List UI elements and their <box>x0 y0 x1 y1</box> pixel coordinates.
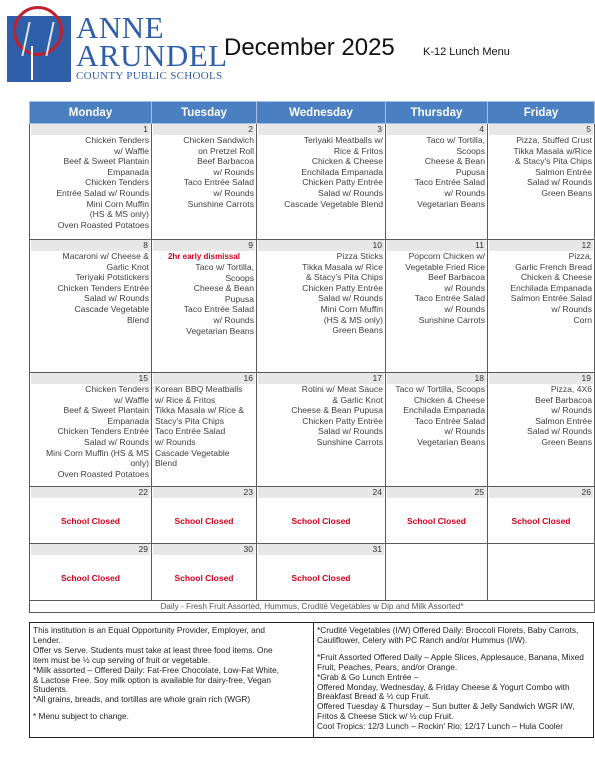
day-cell <box>30 124 152 240</box>
school-closed-label: School Closed <box>291 516 351 526</box>
menu-item: Cheese & Bean <box>424 156 485 167</box>
day-number: 9 <box>153 240 255 251</box>
menu-item: Chicken Patty Entrée <box>302 282 383 293</box>
menu-item: w/ Rounds <box>551 405 592 416</box>
weekday-header-row <box>30 102 595 124</box>
day-cell <box>257 544 386 601</box>
menu-item: Salad w/ Rounds <box>318 426 383 437</box>
menu-item: Teriyaki Potstickers <box>75 272 149 283</box>
menu-items <box>258 251 384 336</box>
day-number: 12 <box>489 240 593 251</box>
menu-item: Cheese & Bean <box>193 283 254 294</box>
menu-item: Vegetarian Beans <box>417 198 485 209</box>
menu-item: Salmon Entrée <box>535 415 592 426</box>
info-paragraph: *Crudité Vegetables (I/W) Offered Daily: Broccoli Florets, Baby Carrots, Cauliflower, Celery with PC Ranch and/or Hummus (I/W). <box>317 625 579 645</box>
school-closed-label: School Closed <box>60 573 121 583</box>
menu-item: Entrée Salad w/ Rounds <box>56 187 149 198</box>
day-cell <box>386 487 488 544</box>
menu-item: Salmon Entrée Salad <box>510 293 592 304</box>
menu-item: & Garlic Knot <box>332 394 383 405</box>
day-number: 22 <box>31 487 150 498</box>
menu-item: Enchilada Empanada <box>510 282 592 293</box>
menu-items <box>31 384 150 479</box>
menu-item: w/ Waffle <box>114 394 149 405</box>
day-number: 15 <box>31 373 150 384</box>
menu-item: Teriyaki Meatballs w/ <box>303 135 383 145</box>
menu-item: w/ Rounds <box>444 187 485 198</box>
page-subtitle: K-12 Lunch Menu <box>423 46 510 58</box>
day-number: 4 <box>387 124 486 135</box>
menu-item: Macaroni w/ Cheese & <box>62 251 149 261</box>
menu-item: Tikka Masala w/ Rice & <box>155 405 244 416</box>
day-number: 23 <box>153 487 255 498</box>
menu-item: w/ Waffle <box>114 145 149 156</box>
menu-item: Salad w/ Rounds <box>527 426 592 437</box>
menu-item: Chicken & Cheese <box>311 156 383 167</box>
menu-item: Korean BBQ Meatballs <box>155 384 243 394</box>
menu-item: Taco w/ Tortilla, Scoops <box>395 384 485 394</box>
menu-items <box>489 135 593 199</box>
menu-item: Popcorn Chicken w/ <box>408 251 485 261</box>
menu-item: Oven Roasted Potatoes <box>57 468 149 479</box>
page-title: December 2025 <box>224 34 395 61</box>
menu-item: Beef & Sweet Plantain <box>63 156 149 167</box>
menu-item: Cascade Vegetable <box>155 447 230 458</box>
closed-week-row <box>30 544 595 601</box>
menu-item: w/ Rounds <box>444 303 485 314</box>
day-cell <box>488 544 595 601</box>
menu-item: Empanada <box>107 166 149 177</box>
menu-items <box>258 384 384 448</box>
menu-item: Chicken Patty Entrée <box>302 177 383 188</box>
menu-item: Salmon Entrée <box>535 166 592 177</box>
day-number: 18 <box>387 373 486 384</box>
menu-item: Beef Barbacoa <box>428 272 485 283</box>
day-cell <box>30 544 152 601</box>
logo-line-3: COUNTY PUBLIC SCHOOLS <box>76 70 223 82</box>
menu-item: Beef & Sweet Plantain <box>63 405 149 416</box>
menu-item: Tikka Masala w/ Rice <box>302 261 383 272</box>
day-cell <box>152 124 257 240</box>
menu-item: Beef Barbacoa <box>197 156 254 167</box>
daily-offerings: Daily - Fresh Fruit Assorted, Hummus, Crudité Vegetables w Dip and Milk Assorted* <box>30 601 595 613</box>
info-paragraph: *Fruit Assorted Offered Daily – Apple Slices, Applesauce, Banana, Mixed Fruit, Peaches, Pears, and/or Orange. <box>317 651 584 672</box>
day-cell <box>488 373 595 487</box>
school-closed-label: School Closed <box>511 516 571 526</box>
menu-item: Chicken Sandwich <box>183 135 254 145</box>
menu-item: Salad w/ Rounds <box>527 177 592 188</box>
info-paragraph: This institution is an Equal Opportunity Provider, Employer, and Lender. <box>33 625 265 645</box>
menu-item: Taco Entrée Salad <box>183 177 254 188</box>
menu-item: w/ Rounds <box>213 166 254 177</box>
menu-item: Green Beans <box>332 325 383 336</box>
menu-item: Cascade Vegetable Blend <box>284 198 383 209</box>
menu-item: Pizza Sticks <box>336 251 383 261</box>
day-cell <box>257 240 386 373</box>
menu-item: w/ Rounds <box>551 303 592 314</box>
closed-week-row <box>30 487 595 544</box>
menu-item: Sunshine Carrots <box>187 198 254 209</box>
day-number: 8 <box>31 240 150 251</box>
menu-item: Enchilada Empanada <box>403 405 485 416</box>
day-number: 11 <box>387 240 486 251</box>
menu-items <box>387 384 486 448</box>
info-box <box>29 622 594 738</box>
menu-item: Chicken Tenders <box>85 135 149 145</box>
day-number: 26 <box>489 487 593 498</box>
week-row <box>30 240 595 373</box>
menu-item: Chicken Patty Entrée <box>302 415 383 426</box>
day-cell <box>257 487 386 544</box>
menu-item: Salad w/ Rounds <box>84 293 149 304</box>
info-paragraph: Offer vs Serve. Students must take at least three food items. One item must be ½ cup serving of fruit or vegetable. <box>33 644 273 665</box>
day-number: 19 <box>489 373 593 384</box>
daily-row <box>30 601 595 613</box>
day-cell <box>152 373 257 487</box>
day-cell <box>257 124 386 240</box>
info-paragraph: Offered Tuesday & Thursday – Sun butter & Jelly Sandwich WGR I/W, Fritos & Cheese Stick w/ ½ cup Fruit. <box>317 701 575 722</box>
day-cell <box>386 373 488 487</box>
menu-items <box>153 384 255 469</box>
menu-item: w/ Rounds <box>213 187 254 198</box>
menu-item: Mini Corn Muffin (HS & MS <box>46 447 149 458</box>
menu-item: Chicken Tenders <box>85 177 149 188</box>
week-row <box>30 124 595 240</box>
menu-item: w/ Rice & Fritos <box>155 394 216 405</box>
menu-items <box>489 251 593 325</box>
school-closed-label: School Closed <box>60 516 121 526</box>
day-cell <box>30 373 152 487</box>
menu-item: Chicken Tenders <box>85 384 149 394</box>
menu-item: Taco w/ Tortilla, <box>195 262 254 272</box>
menu-item: & Stacy's Pita Chips <box>305 272 383 283</box>
menu-item: Pupusa <box>224 293 254 304</box>
day-cell <box>386 124 488 240</box>
menu-items <box>31 251 150 325</box>
menu-item: Cascade Vegetable <box>74 303 149 314</box>
day-cell <box>30 487 152 544</box>
menu-item: Scoops <box>456 145 485 156</box>
info-paragraph: *Milk assorted – Offered Daily: Fat-Free Chocolate, Low-Fat White, & Lactose Free. Soy milk option is available for dairy-free, Vegan Students. <box>33 664 280 695</box>
menu-item: Pizza, 4X6 <box>550 384 592 394</box>
menu-item: Chicken Tenders Entrée <box>57 426 149 437</box>
day-number: 10 <box>258 240 384 251</box>
menu-item: Taco Entrée Salad <box>414 293 485 304</box>
menu-item: Vegetable Fried Rice <box>405 261 485 272</box>
menu-item: Sunshine Carrots <box>418 314 485 325</box>
info-paragraph: *All grains, breads, and tortillas are whole grain rich (WGR) <box>33 694 251 705</box>
menu-item: only) <box>130 458 149 469</box>
menu-item: Green Beans <box>541 187 592 198</box>
menu-item: Cheese & Bean Pupusa <box>291 405 383 416</box>
day-cell <box>152 487 257 544</box>
info-divider <box>313 623 314 737</box>
menu-item: Vegetarian Beans <box>417 436 485 447</box>
day-number: 16 <box>153 373 255 384</box>
menu-item: Mini Corn Muffin <box>86 198 149 209</box>
menu-item: (HS & MS only) <box>323 314 383 325</box>
weekday-header: Thursday <box>386 102 488 124</box>
menu-item: Chicken & Cheese <box>520 272 592 283</box>
school-closed-label: School Closed <box>291 573 351 583</box>
menu-item: Mini Corn Muffin <box>320 303 383 314</box>
menu-item: Garlic Knot <box>106 261 149 272</box>
menu-item: Salad w/ Rounds <box>318 187 383 198</box>
week-row <box>30 373 595 487</box>
menu-item: on Pretzel Roll <box>198 145 254 156</box>
school-closed-label: School Closed <box>406 516 467 526</box>
menu-item: Taco Entrée Salad <box>183 304 254 315</box>
day-number: 31 <box>258 544 384 555</box>
menu-item: Blend <box>127 314 149 325</box>
menu-item: Beef Barbacoa <box>535 394 592 405</box>
menu-item: Pizza, Stuffed Crust <box>516 135 592 145</box>
menu-items <box>387 251 486 325</box>
day-cell <box>488 487 595 544</box>
district-logo <box>4 4 228 84</box>
menu-item: Pizza, <box>568 251 592 261</box>
menu-item: Rice & Fritos <box>333 145 383 156</box>
menu-item: (HS & MS only) <box>89 209 149 220</box>
menu-item: w/ Rounds <box>155 436 196 447</box>
menu-item: w/ Rounds <box>213 314 254 325</box>
info-paragraph: *Grab & Go Lunch Entrée – <box>317 671 419 682</box>
day-number: 30 <box>153 544 255 555</box>
menu-item: Enchilada Empanada <box>301 166 383 177</box>
day-number: 29 <box>31 544 150 555</box>
menu-item: w/ Rounds <box>444 426 485 437</box>
school-closed-label: School Closed <box>174 516 234 526</box>
menu-item: Chicken Tenders Entrée <box>57 282 149 293</box>
day-cell <box>488 124 595 240</box>
menu-item: Salad w/ Rounds <box>318 293 383 304</box>
menu-item: Salad w/ Rounds <box>84 436 149 447</box>
weekday-header: Tuesday <box>152 102 257 124</box>
menu-item: Taco Entrée Salad <box>414 415 485 426</box>
menu-item: Oven Roasted Potatoes <box>57 219 149 230</box>
menu-item: Rotini w/ Meat Sauce <box>301 384 383 394</box>
menu-item: Corn <box>573 314 592 325</box>
weekday-header: Wednesday <box>257 102 386 124</box>
day-cell <box>30 240 152 373</box>
day-number: 5 <box>489 124 593 135</box>
info-right-column <box>317 626 589 732</box>
day-cell <box>488 240 595 373</box>
menu-item: & Stacy's Pita Chips <box>514 156 592 167</box>
day-number: 3 <box>258 124 384 135</box>
day-cell <box>152 240 257 373</box>
weekday-header: Monday <box>30 102 152 124</box>
menu-item: Taco Entrée Salad <box>155 426 226 437</box>
day-number: 24 <box>258 487 384 498</box>
day-cell <box>152 544 257 601</box>
menu-item: Chicken & Cheese <box>413 394 485 405</box>
menu-item: Stacy's Pita Chips <box>155 415 224 426</box>
menu-item: Blend <box>155 458 177 469</box>
school-closed-label: School Closed <box>174 573 234 583</box>
district-emblem-icon <box>7 16 71 82</box>
day-cell <box>257 373 386 487</box>
menu-item: Tikka Masala w/Rice <box>513 145 592 156</box>
menu-item: Green Beans <box>541 436 592 447</box>
menu-item: Sunshine Carrots <box>316 436 383 447</box>
menu-items <box>31 135 150 230</box>
menu-item: Scoops <box>225 272 254 283</box>
day-number: 1 <box>31 124 150 135</box>
menu-items <box>489 384 593 448</box>
menu-calendar <box>29 101 595 613</box>
menu-item: Empanada <box>107 415 149 426</box>
menu-items <box>153 135 255 209</box>
menu-item: Taco w/ Tortilla, <box>426 135 485 145</box>
day-number: 2 <box>153 124 255 135</box>
info-left-column <box>33 626 285 722</box>
menu-item: Vegetarian Beans <box>186 325 254 336</box>
menu-items <box>387 135 486 209</box>
info-paragraph: Cool Tropics: 12/3 Lunch – Rockin' Rio; 12/17 Lunch – Hula Cooler <box>317 721 564 732</box>
logo-line-1: ANNE <box>76 10 165 45</box>
info-paragraph: Offered Monday, Wednesday, & Friday Cheese & Yogurt Combo with Breakfast Bread & ½ cup Fruit. <box>317 681 570 702</box>
menu-items <box>258 135 384 209</box>
info-paragraph: * Menu subject to change. <box>33 711 129 722</box>
logo-line-2: ARUNDEL <box>76 38 228 73</box>
day-number: 17 <box>258 373 384 384</box>
day-cell <box>386 240 488 373</box>
menu-item: w/ Rounds <box>444 282 485 293</box>
day-number: 25 <box>387 487 486 498</box>
day-cell <box>386 544 488 601</box>
menu-items <box>153 262 255 336</box>
weekday-header: Friday <box>488 102 595 124</box>
menu-item: Garlic French Bread <box>515 261 592 272</box>
early-dismissal-note: 2hr early dismissal <box>167 252 241 261</box>
menu-item: Pupusa <box>455 166 485 177</box>
menu-item: Taco Entrée Salad <box>414 177 485 188</box>
